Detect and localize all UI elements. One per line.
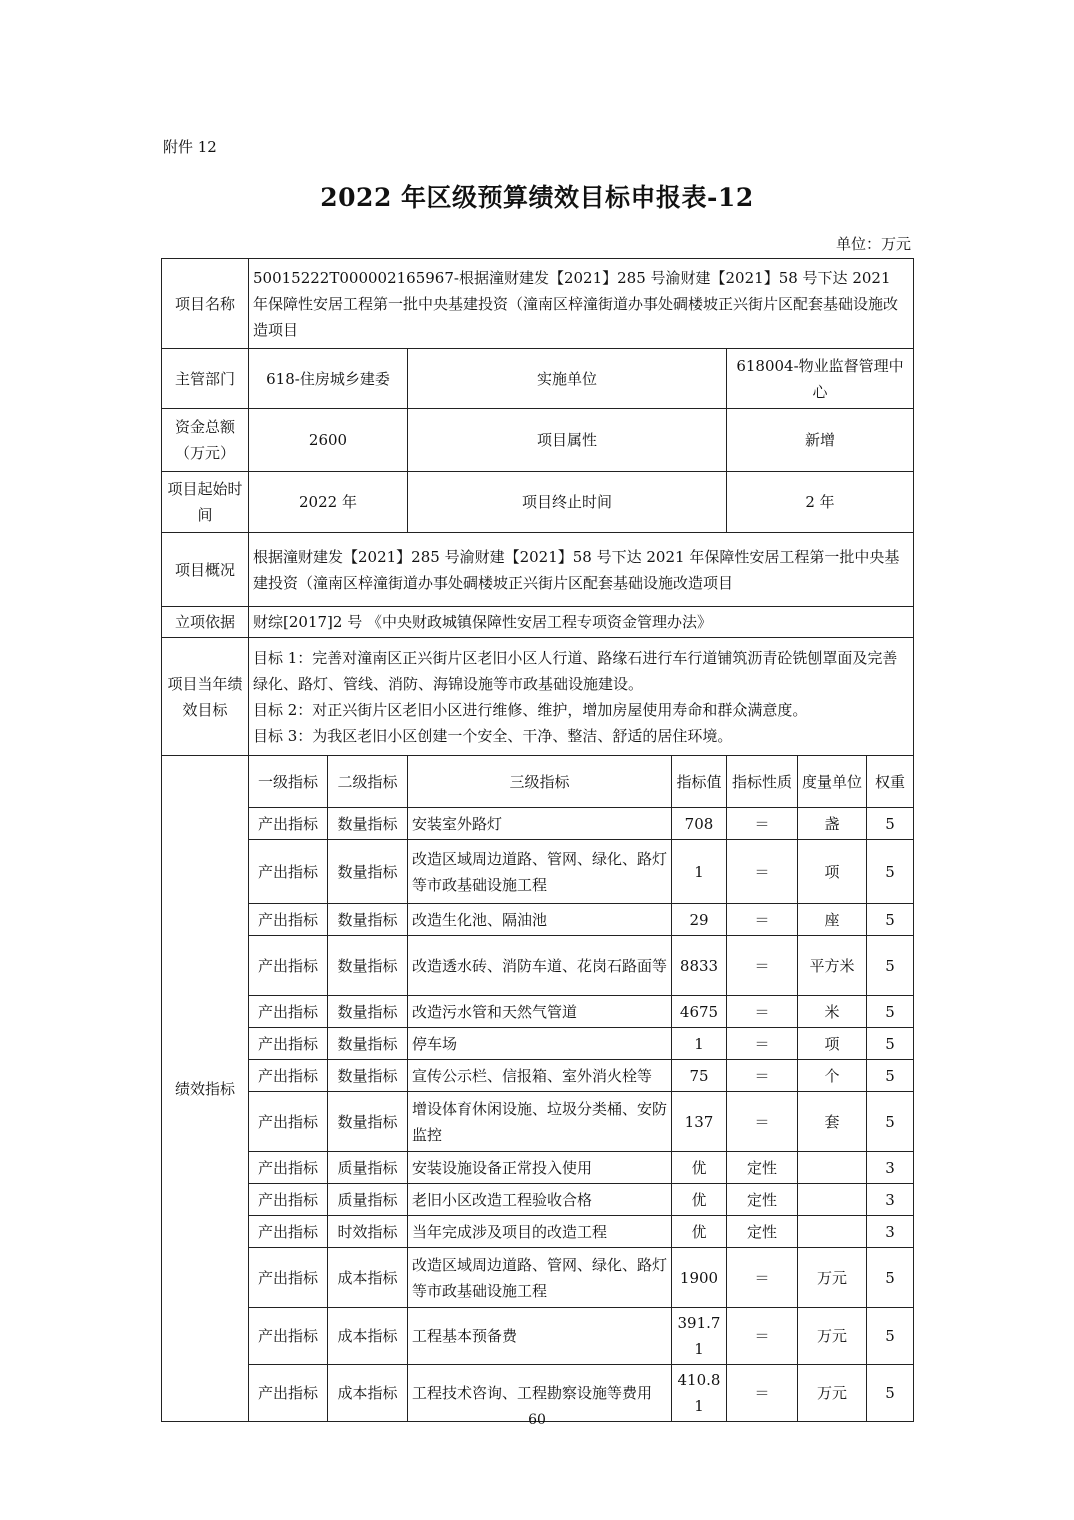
perf-cell: 成本指标 (328, 1365, 408, 1422)
label-start-time: 项目起始时间 (162, 472, 249, 533)
perf-row (162, 904, 914, 936)
perf-cell: 5 (867, 936, 914, 996)
perf-cell: 数量指标 (328, 840, 408, 904)
perf-cell: ＝ (727, 1028, 798, 1060)
perf-cell: 成本指标 (328, 1248, 408, 1308)
perf-cell: 停车场 (408, 1028, 672, 1060)
perf-cell: 改造区域周边道路、管网、绿化、路灯等市政基础设施工程 (408, 1248, 672, 1308)
value-project-attr: 新增 (727, 409, 914, 472)
perf-header-row (162, 756, 914, 808)
perf-header-cell: 一级指标 (249, 756, 328, 808)
perf-cell: ＝ (727, 996, 798, 1028)
perf-cell: 数量指标 (328, 1092, 408, 1152)
perf-row (162, 996, 914, 1028)
perf-cell: 优 (672, 1152, 727, 1184)
perf-cell: 产出指标 (249, 840, 328, 904)
perf-cell: ＝ (727, 1060, 798, 1092)
perf-cell (798, 1216, 867, 1248)
perf-cell: 成本指标 (328, 1308, 408, 1365)
perf-cell: 5 (867, 1308, 914, 1365)
perf-header-cell: 权重 (867, 756, 914, 808)
perf-cell: 产出指标 (249, 1184, 328, 1216)
perf-cell: 4675 (672, 996, 727, 1028)
value-fund-total: 2600 (249, 409, 408, 472)
perf-cell: 产出指标 (249, 1028, 328, 1060)
perf-cell: 产出指标 (249, 1365, 328, 1422)
perf-cell: 平方米 (798, 936, 867, 996)
perf-header-cell: 三级指标 (408, 756, 672, 808)
perf-cell: 产出指标 (249, 996, 328, 1028)
row-overview (162, 533, 914, 607)
perf-cell: ＝ (727, 1248, 798, 1308)
perf-cell: 项 (798, 1028, 867, 1060)
perf-cell: 5 (867, 1092, 914, 1152)
perf-header-cell: 指标性质 (727, 756, 798, 808)
perf-cell: 项 (798, 840, 867, 904)
perf-cell: 410.81 (672, 1365, 727, 1422)
perf-cell: 1900 (672, 1248, 727, 1308)
perf-cell: 产出指标 (249, 904, 328, 936)
perf-cell: 套 (798, 1092, 867, 1152)
perf-row (162, 1152, 914, 1184)
perf-cell: 产出指标 (249, 936, 328, 996)
perf-cell: 产出指标 (249, 1216, 328, 1248)
perf-cell: 8833 (672, 936, 727, 996)
perf-cell: 1 (672, 1028, 727, 1060)
label-end-time: 项目终止时间 (408, 472, 727, 533)
perf-cell: 5 (867, 1365, 914, 1422)
perf-cell: 3 (867, 1216, 914, 1248)
perf-row (162, 1092, 914, 1152)
label-basis: 立项依据 (162, 607, 249, 638)
perf-cell: 5 (867, 904, 914, 936)
perf-cell: 工程技术咨询、工程勘察设施等费用 (408, 1365, 672, 1422)
perf-cell: 产出指标 (249, 808, 328, 840)
unit-label: 单位：万元 (835, 235, 911, 253)
perf-cell: ＝ (727, 936, 798, 996)
value-basis: 财综[2017]2 号 《中央财政城镇保障性安居工程专项资金管理办法》 (249, 607, 914, 638)
perf-row (162, 936, 914, 996)
label-overview: 项目概况 (162, 533, 249, 607)
budget-table (161, 258, 914, 1422)
perf-cell: 增设体育休闲设施、垃圾分类桶、安防监控 (408, 1092, 672, 1152)
value-project-name: 50015222T000002165967-根据潼财建发【2021】285 号渝财建【2021】58 号下达 2021 年保障性安居工程第一批中央基建投资（潼南区梓潼街道办事处碉楼坡正兴街片区配套基础设施改造项目 (249, 259, 914, 349)
perf-row (162, 1248, 914, 1308)
perf-cell: 5 (867, 1248, 914, 1308)
row-fund (162, 409, 914, 472)
value-overview: 根据潼财建发【2021】285 号渝财建【2021】58 号下达 2021 年保障性安居工程第一批中央基建投资（潼南区梓潼街道办事处碉楼坡正兴街片区配套基础设施改造项目 (249, 533, 914, 607)
value-annual-goal (249, 638, 914, 756)
page-number: 60 (528, 1412, 546, 1428)
perf-cell: 座 (798, 904, 867, 936)
label-impl-unit: 实施单位 (408, 349, 727, 409)
perf-cell: 改造生化池、隔油池 (408, 904, 672, 936)
perf-cell: 改造区域周边道路、管网、绿化、路灯等市政基础设施工程 (408, 840, 672, 904)
row-annual-goal (162, 638, 914, 756)
label-annual-goal: 项目当年绩效目标 (162, 638, 249, 756)
perf-cell: 工程基本预备费 (408, 1308, 672, 1365)
perf-row (162, 1308, 914, 1365)
perf-cell: 391.71 (672, 1308, 727, 1365)
perf-cell: ＝ (727, 904, 798, 936)
perf-cell: ＝ (727, 1092, 798, 1152)
perf-cell: 优 (672, 1184, 727, 1216)
perf-header-cell: 度量单位 (798, 756, 867, 808)
perf-row (162, 1216, 914, 1248)
perf-cell: 安装设施设备正常投入使用 (408, 1152, 672, 1184)
perf-cell: 盏 (798, 808, 867, 840)
perf-cell: 数量指标 (328, 808, 408, 840)
perf-cell: 708 (672, 808, 727, 840)
perf-cell: 29 (672, 904, 727, 936)
perf-cell: 时效指标 (328, 1216, 408, 1248)
perf-cell: 改造污水管和天然气管道 (408, 996, 672, 1028)
perf-cell (798, 1152, 867, 1184)
perf-cell: 当年完成涉及项目的改造工程 (408, 1216, 672, 1248)
goal-1: 目标 1：完善对潼南区正兴街片区老旧小区人行道、路缘石进行车行道铺筑沥青砼铣刨罩面及完善绿化、路灯、管线、消防、海锦设施等市政基础设施建设。 (253, 648, 898, 693)
row-project-name (162, 259, 914, 349)
perf-cell: 优 (672, 1216, 727, 1248)
perf-cell: 安装室外路灯 (408, 808, 672, 840)
perf-cell: 万元 (798, 1248, 867, 1308)
perf-cell: 万元 (798, 1308, 867, 1365)
perf-row (162, 840, 914, 904)
perf-cell: 定性 (727, 1216, 798, 1248)
perf-cell: 数量指标 (328, 1060, 408, 1092)
row-time (162, 472, 914, 533)
perf-cell: 3 (867, 1152, 914, 1184)
perf-row (162, 1184, 914, 1216)
perf-cell: 产出指标 (249, 1092, 328, 1152)
perf-cell: 产出指标 (249, 1060, 328, 1092)
perf-cell: ＝ (727, 808, 798, 840)
perf-cell: 1 (672, 840, 727, 904)
perf-cell: 产出指标 (249, 1308, 328, 1365)
perf-row (162, 1028, 914, 1060)
label-dept: 主管部门 (162, 349, 249, 409)
perf-cell: 3 (867, 1184, 914, 1216)
perf-cell: 老旧小区改造工程验收合格 (408, 1184, 672, 1216)
value-impl-unit: 618004-物业监督管理中心 (727, 349, 914, 409)
perf-header-cell: 二级指标 (328, 756, 408, 808)
attachment-label: 附件 12 (163, 138, 217, 156)
value-dept: 618-住房城乡建委 (249, 349, 408, 409)
label-perf: 绩效指标 (162, 756, 249, 1422)
perf-cell: 5 (867, 996, 914, 1028)
perf-cell: 产出指标 (249, 1248, 328, 1308)
row-basis (162, 607, 914, 638)
perf-cell (798, 1184, 867, 1216)
goal-3: 目标 3：为我区老旧小区创建一个安全、干净、整洁、舒适的居住环境。 (253, 726, 733, 745)
perf-row (162, 808, 914, 840)
label-project-attr: 项目属性 (408, 409, 727, 472)
page-title: 2022 年区级预算绩效目标申报表-12 (320, 183, 754, 212)
perf-cell: 5 (867, 840, 914, 904)
perf-cell: 5 (867, 808, 914, 840)
perf-cell: ＝ (727, 1365, 798, 1422)
perf-cell: 数量指标 (328, 1028, 408, 1060)
goal-2: 目标 2：对正兴街片区老旧小区进行维修、维护，增加房屋使用寿命和群众满意度。 (253, 700, 808, 719)
perf-cell: 万元 (798, 1365, 867, 1422)
perf-cell: 米 (798, 996, 867, 1028)
perf-cell: 137 (672, 1092, 727, 1152)
perf-cell: 数量指标 (328, 996, 408, 1028)
perf-cell: 质量指标 (328, 1152, 408, 1184)
perf-cell: 产出指标 (249, 1152, 328, 1184)
perf-cell: ＝ (727, 840, 798, 904)
perf-header-cell: 指标值 (672, 756, 727, 808)
perf-cell: 改造透水砖、消防车道、花岗石路面等 (408, 936, 672, 996)
perf-cell: 定性 (727, 1152, 798, 1184)
label-project-name: 项目名称 (162, 259, 249, 349)
perf-cell: 5 (867, 1060, 914, 1092)
perf-cell: 宣传公示栏、信报箱、室外消火栓等 (408, 1060, 672, 1092)
row-dept (162, 349, 914, 409)
perf-row (162, 1060, 914, 1092)
perf-cell: 75 (672, 1060, 727, 1092)
value-end-time: 2 年 (727, 472, 914, 533)
perf-cell: 数量指标 (328, 904, 408, 936)
perf-cell: 5 (867, 1028, 914, 1060)
perf-cell: 质量指标 (328, 1184, 408, 1216)
perf-cell: 个 (798, 1060, 867, 1092)
perf-cell: 定性 (727, 1184, 798, 1216)
value-start-time: 2022 年 (249, 472, 408, 533)
perf-cell: 数量指标 (328, 936, 408, 996)
label-fund-total: 资金总额（万元） (162, 409, 249, 472)
perf-cell: ＝ (727, 1308, 798, 1365)
